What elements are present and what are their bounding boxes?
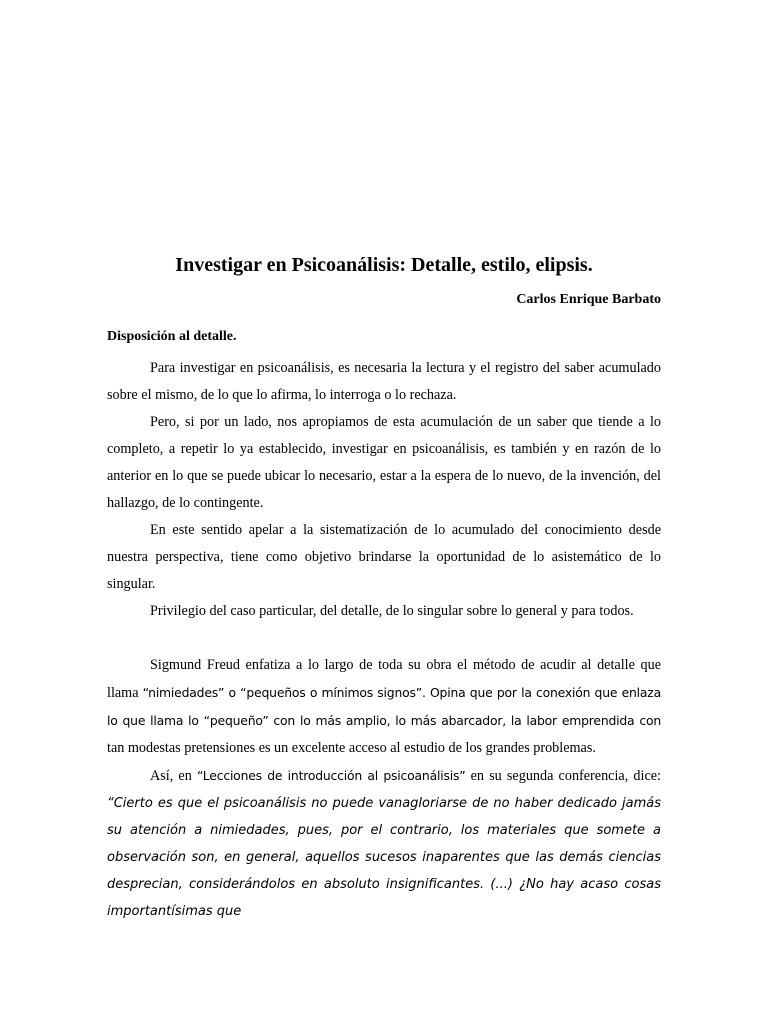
document-body [107, 355, 661, 925]
paragraph-gap [107, 625, 661, 652]
paragraph-1: Para investigar en psicoanálisis, es necesaria la lectura y el registro del saber acumulado sobre el mismo, de lo que lo afirma, lo interroga o lo rechaza. [107, 360, 661, 403]
work-title-reference: “Lecciones de introducción al psicoanálisis” [196, 768, 466, 783]
paragraph-5-text-c: tan modestas pretensiones es un excelente acceso al estudio de los grandes problemas. [107, 740, 596, 756]
paragraph-5 [107, 652, 661, 762]
paragraph-3: En este sentido apelar a la sistematización de lo acumulado del conocimiento desde nuestra perspectiva, tiene como objetivo brindarse la oportunidad de lo asistemático de lo singular. [107, 522, 661, 592]
freud-quote: “Cierto es que el psicoanálisis no puede vanagloriarse de no haber dedicado jamás su atención a nimiedades, pues, por el contrario, los materiales que somete a observación son, en general, aquellos sucesos inaparentes que las demás ciencias desprecian, considerándolos en absoluto insignificantes. (...) ¿No hay acaso cosas importantísimas que [107, 796, 661, 919]
section-heading: Disposición al detalle. [107, 329, 237, 344]
document-title: Investigar en Psicoanálisis: Detalle, estilo, elipsis. [175, 254, 593, 276]
paragraph-6 [107, 762, 661, 925]
paragraph-2: Pero, si por un lado, nos apropiamos de esta acumulación de un saber que tiende a lo completo, a repetir lo ya establecido, investigar en psicoanálisis, es también y en razón de lo anterior en lo que se puede ubicar lo necesario, estar a la espera de lo nuevo, de la invención, del hallazgo, de lo contingente. [107, 414, 661, 511]
paragraph-5-text-a: Sigmund Freud enfatiza a lo largo de toda su obra el método de acudir al detalle que llama [107, 657, 661, 701]
author-name: Carlos Enrique Barbato [516, 292, 661, 307]
paragraph-5-text-b: “nimiedades” o “pequeños o mínimos signos”. Opina que por la conexión que enlaza lo que llama lo “pequeño” con lo más amplio, lo más abarcador, la labor emprendida con [107, 685, 662, 728]
paragraph-6-text-c: en su segunda conferencia, dice: [465, 768, 661, 784]
paragraph-4: Privilegio del caso particular, del detalle, de lo singular sobre lo general y para todos. [150, 603, 634, 619]
paragraph-6-text-a: Así, en [150, 768, 197, 784]
